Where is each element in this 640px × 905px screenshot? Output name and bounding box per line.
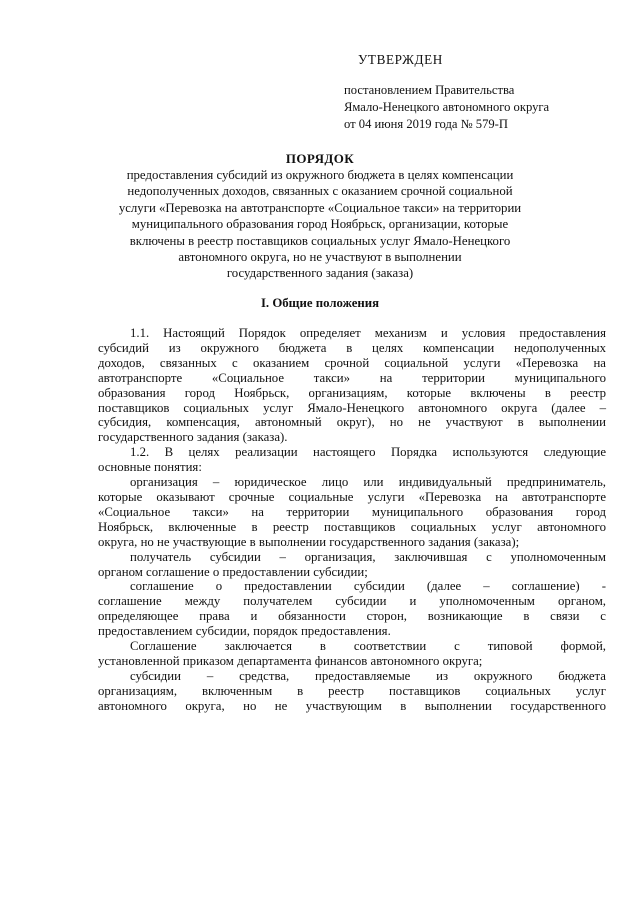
subtitle-line: включены в реестр поставщиков социальных услуг Ямало-Ненецкого: [129, 233, 511, 248]
paragraph-line: округа, но не участвующие в выполнении государственного задания (заказа);: [98, 534, 520, 549]
paragraph-line: получатель субсидии – организация, заключившая с уполномоченным: [130, 549, 606, 564]
decree-line: постановлением Правительства: [344, 83, 515, 97]
paragraph-line: установленной приказом департамента финансов автономного округа;: [98, 653, 483, 668]
paragraph-line: которые оказывают срочные социальные услуги «Перевозка на автотранспорте: [98, 489, 606, 504]
paragraph-line: предоставлением субсидии, порядок предоставления.: [98, 624, 391, 639]
paragraph-line: 1.1. Настоящий Порядок определяет механизм и условия предоставления: [130, 326, 606, 340]
document-title: ПОРЯДОК: [285, 151, 355, 166]
paragraph-line: определяющее права и обязанности сторон, возникающие в связи с: [98, 609, 606, 624]
paragraph-line: доходов, связанных с оказанием срочной социальной услуги «Перевозка на: [98, 355, 606, 370]
paragraph-line: соглашение о предоставлении субсидии (далее – соглашение) -: [130, 579, 606, 594]
approval-decree-block: [344, 82, 634, 133]
paragraph-line: организациям, включенным в реестр поставщиков социальных услуг: [98, 683, 606, 698]
paragraph-line: организация – юридическое лицо или индивидуальный предприниматель,: [130, 475, 606, 490]
subtitle-line: услуги «Перевозка на автотранспорте «Социальное такси» на территории: [118, 200, 522, 215]
approval-stamp-title: УТВЕРЖДЕН: [358, 52, 443, 67]
body-text: [98, 326, 606, 714]
subtitle-line: муниципального образования город Ноябрьск, организации, которые: [131, 217, 509, 232]
paragraph-line: основные понятия:: [98, 460, 202, 475]
paragraph-line: поставщиков социальных услуг Ямало-Ненецкого автономного округа (далее –: [98, 400, 606, 415]
paragraph-line: органом соглашение о предоставлении субсидии;: [98, 564, 368, 579]
paragraph-line: государственного задания (заказа).: [98, 430, 288, 445]
document-subtitle: [110, 167, 530, 282]
paragraph-line: субсидий из окружного бюджета в целях компенсации недополученных: [98, 340, 606, 355]
paragraph-line: «Социальное такси» на территории муниципального образования город: [98, 504, 606, 519]
paragraph-line: субсидия, компенсация, автономный округ), но не участвуют в выполнении: [98, 415, 606, 430]
paragraph-line: Соглашение заключается в соответствии с типовой формой,: [130, 639, 606, 654]
subtitle-line: недополученных доходов, связанных с оказанием срочной социальной: [127, 184, 513, 199]
section-heading: I. Общие положения: [260, 296, 380, 310]
paragraph-line: 1.2. В целях реализации настоящего Порядка используются следующие: [130, 445, 606, 460]
subtitle-line: предоставления субсидий из окружного бюджета в целях компенсации: [126, 168, 514, 182]
subtitle-line: государственного задания (заказа): [226, 266, 414, 281]
paragraph-line: субсидии – средства, предоставляемые из окружного бюджета: [130, 668, 606, 683]
paragraph-line: образования город Ноябрьск, организациям, которые включены в реестр: [98, 385, 606, 400]
decree-line: от 04 июня 2019 года № 579-П: [344, 117, 508, 131]
paragraph-line: автотранспорте «Социальное такси» на территории муниципального: [98, 370, 606, 385]
subtitle-line: автономного округа, но не участвуют в выполнении: [178, 250, 462, 265]
paragraph-line: Ноябрьск, включенные в реестр поставщиков социальных услуг автономного: [98, 519, 606, 534]
paragraph-line: соглашение между получателем субсидии и уполномоченным органом,: [98, 594, 606, 609]
decree-line: Ямало-Ненецкого автономного округа: [344, 100, 550, 114]
paragraph-line: автономного округа, но не участвующим в выполнении государственного: [98, 698, 606, 713]
